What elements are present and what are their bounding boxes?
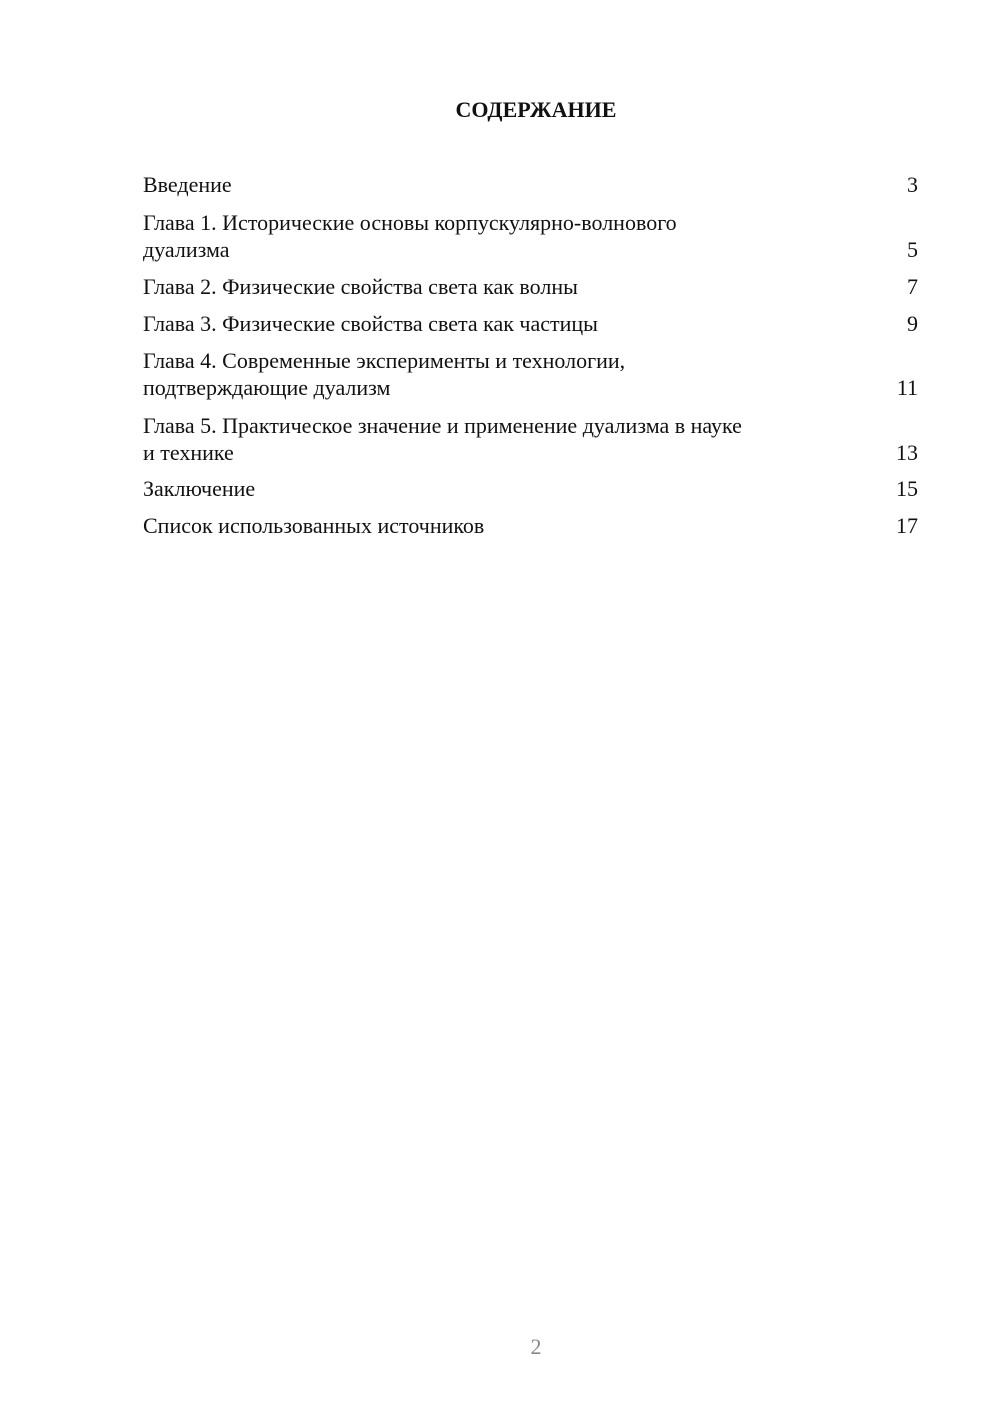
- toc-entry-page: 9: [907, 311, 918, 336]
- toc-entry-conclusion: [143, 475, 918, 502]
- toc-entry-title: Список использованных источников: [143, 513, 485, 538]
- toc-entry-chapter-4: [143, 347, 918, 401]
- toc-entry-page: 15: [896, 476, 918, 501]
- toc-entry-chapter-2: [143, 273, 918, 300]
- toc-entry-chapter-3: [143, 310, 918, 337]
- toc-entry-page: 11: [896, 375, 918, 400]
- toc-entry-chapter-1: [143, 209, 918, 263]
- toc-entry-page: 7: [907, 274, 918, 299]
- toc-entry-title: Глава 4. Современные эксперименты и технологии,: [143, 348, 626, 373]
- toc-entry-title: Глава 3. Физические свойства света как частицы: [143, 311, 598, 336]
- toc-heading: СОДЕРЖАНИЕ: [455, 97, 617, 122]
- toc-entry-title: Введение: [143, 172, 232, 197]
- toc-entry-title: дуализма: [143, 237, 230, 262]
- toc-entry-title: Глава 2. Физические свойства света как волны: [143, 274, 578, 299]
- toc-entry-page: 5: [907, 237, 918, 262]
- toc-entry-title: Заключение: [143, 476, 256, 501]
- toc-entry-title: Глава 1. Исторические основы корпускулярно-волнового: [143, 210, 677, 235]
- toc-entry-introduction: [143, 171, 918, 198]
- toc-entry-title: и технике: [143, 440, 234, 465]
- page-number: 2: [530, 1334, 542, 1359]
- toc-entry-title: подтверждающие дуализм: [143, 375, 391, 400]
- toc-entry-chapter-5: [143, 412, 918, 466]
- toc-entry-references: [143, 512, 918, 539]
- toc-entry-page: 17: [896, 513, 918, 538]
- toc-entry-title: Глава 5. Практическое значение и применение дуализма в науке: [143, 413, 742, 438]
- toc-entry-page: 3: [907, 172, 918, 197]
- toc-entry-page: 13: [896, 440, 918, 465]
